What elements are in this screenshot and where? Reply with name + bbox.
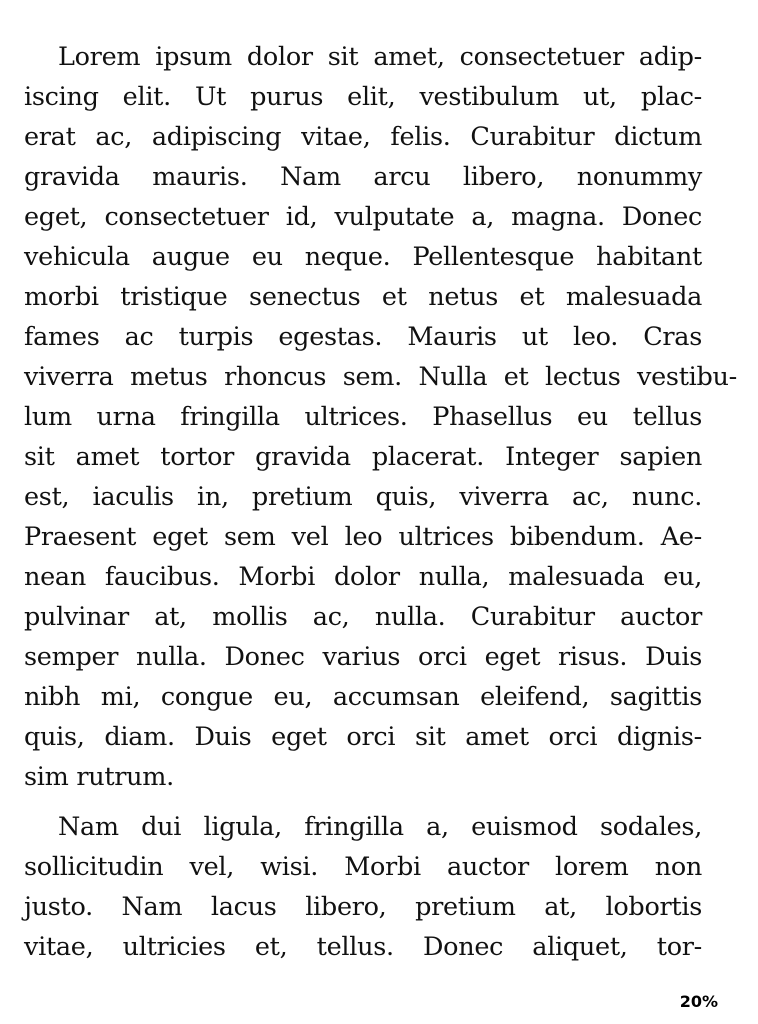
text-line: justo. Nam lacus libero, pretium at, lobortis: [24, 892, 702, 922]
text-line: eget, consectetuer id, vulputate a, magna. Donec: [24, 202, 702, 232]
text-line: sit amet tortor gravida placerat. Integer sapien: [24, 442, 702, 472]
text-line: iscing elit. Ut purus elit, vestibulum ut, plac-: [24, 82, 702, 112]
text-line: lum urna fringilla ultrices. Phasellus eu tellus: [24, 402, 702, 432]
text-line: erat ac, adipiscing vitae, felis. Curabitur dictum: [24, 122, 702, 152]
text-line: sim rutrum.: [24, 762, 174, 792]
reading-progress-indicator: 20%: [679, 992, 718, 1011]
text-line: vitae, ultricies et, tellus. Donec aliquet, tor-: [24, 932, 702, 962]
text-line: fames ac turpis egestas. Mauris ut leo. Cras: [24, 322, 702, 352]
text-line: sollicitudin vel, wisi. Morbi auctor lorem non: [24, 852, 702, 882]
text-line: pulvinar at, mollis ac, nulla. Curabitur auctor: [24, 602, 702, 632]
text-line: Nam dui ligula, fringilla a, euismod sodales,: [58, 812, 702, 842]
text-line: morbi tristique senectus et netus et malesuada: [24, 282, 702, 312]
text-line: viverra metus rhoncus sem. Nulla et lectus vestibu-: [24, 362, 737, 392]
text-line: nibh mi, congue eu, accumsan eleifend, sagittis: [24, 682, 702, 712]
text-line: quis, diam. Duis eget orci sit amet orci dignis-: [24, 722, 702, 752]
text-line: nean faucibus. Morbi dolor nulla, malesuada eu,: [24, 562, 702, 592]
text-line: vehicula augue eu neque. Pellentesque habitant: [24, 242, 702, 272]
text-line: Praesent eget sem vel leo ultrices bibendum. Ae-: [24, 522, 702, 552]
text-line: semper nulla. Donec varius orci eget risus. Duis: [24, 642, 702, 672]
text-line: gravida mauris. Nam arcu libero, nonummy: [24, 162, 702, 192]
text-line: est, iaculis in, pretium quis, viverra ac, nunc.: [24, 482, 702, 512]
text-line: Lorem ipsum dolor sit amet, consectetuer adip-: [58, 42, 702, 72]
